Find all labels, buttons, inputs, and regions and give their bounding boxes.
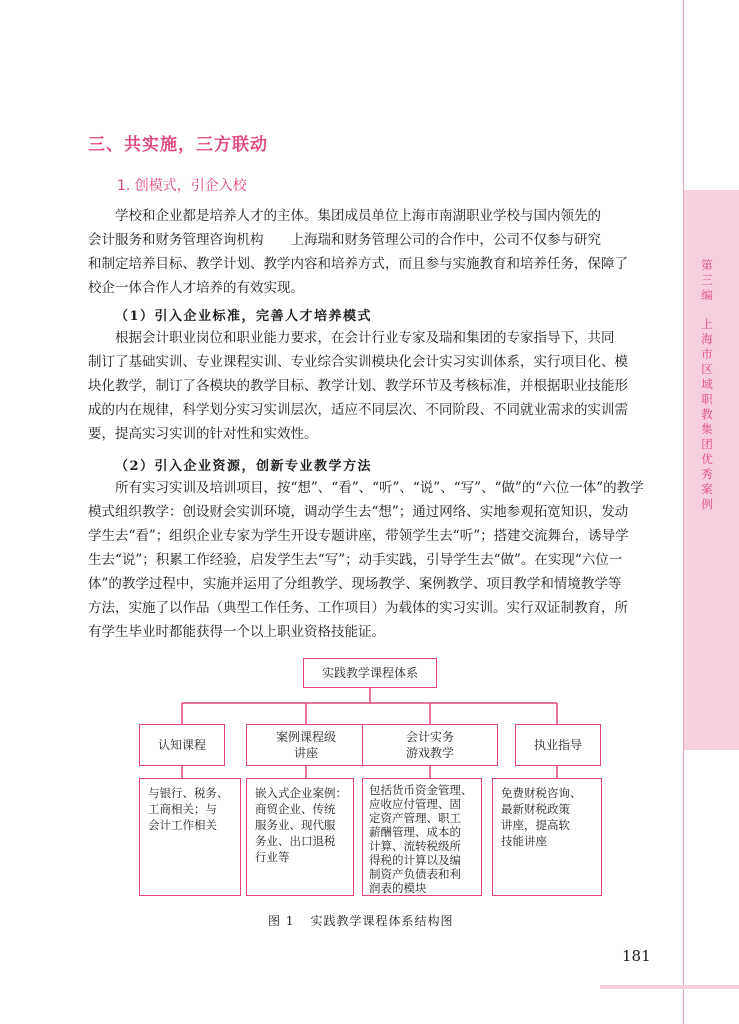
- detail-line: 包括货币资金管理、: [369, 783, 473, 797]
- branch-label: 讲座: [293, 746, 318, 760]
- caption-number: 图 1: [268, 914, 295, 928]
- text-line: 有学生毕业时都能获得一个以上职业资格技能证。: [88, 624, 385, 640]
- diagram-detail-box: [139, 778, 241, 896]
- diagram-branch-box: [362, 724, 498, 766]
- branch-label: 案例课程级: [275, 730, 336, 744]
- detail-line: 技能讲座: [501, 834, 547, 848]
- page-number: 181: [622, 947, 651, 965]
- section-heading: 三、共实施，三方联动: [88, 135, 268, 155]
- detail-line: 务业、出口退税: [255, 834, 336, 848]
- branch-label: 执业指导: [533, 738, 582, 752]
- side-tab-part: 第三编: [701, 258, 713, 302]
- diagram-root-box: [303, 658, 437, 688]
- text-line: 成的内在规律，科学划分实习实训层次，适应不同层次、不同阶段、不同就业需求的实训需: [88, 402, 628, 418]
- detail-line: 制资产负债表和利: [369, 867, 461, 881]
- text-line: 体”的教学过程中，实施并运用了分组教学、现场教学、案例教学、项目教学和情境教学等: [88, 576, 622, 592]
- detail-line: 应收应付管理、固: [369, 797, 461, 811]
- detail-line: 行业等: [255, 850, 290, 864]
- figure-caption: [268, 912, 453, 929]
- heading-enterprise-standard: （1）引入企业标准，完善人才培养模式: [115, 309, 373, 324]
- detail-line: 服务业、现代服: [255, 818, 336, 832]
- diagram-detail-box: [362, 778, 482, 896]
- diagram-branch-box: [246, 724, 366, 766]
- detail-line: 工商相关；与: [148, 802, 217, 816]
- diagram-detail-box: [492, 778, 602, 896]
- detail-line: 与银行、税务、: [148, 786, 229, 800]
- detail-line: 定资产管理、职工: [369, 811, 461, 825]
- diagram-branch-box: [139, 724, 225, 766]
- text-line: 模式组织教学：创设财会实训环境，调动学生去“想”；通过网络、实地参观拓宽知识，发动: [88, 504, 629, 520]
- detail-line: 得税的计算以及编: [369, 853, 461, 867]
- text-line: 制订了基础实训、专业课程实训、专业综合实训模块化会计实习实训体系，实行项目化、模: [88, 354, 628, 370]
- text-line: 学生去“看”；组织企业专家为学生开设专题讲座，带领学生去“听”；搭建交流舞台，诱导学: [88, 528, 629, 544]
- sub-heading: 1. 创模式，引企入校: [117, 178, 247, 194]
- text-line: 方法，实施了以作品（典型工作任务、工作项目）为载体的实习实训。实行双证制教育，所: [88, 600, 628, 616]
- detail-line: 讲座，提高软: [501, 818, 570, 832]
- detail-line: 计算、流转税级所: [369, 839, 461, 853]
- text-line: 要，提高实习实训的针对性和实效性。: [88, 426, 318, 442]
- text-line: 根据会计职业岗位和职业能力要求，在会计行业专家及瑞和集团的专家指导下，共同: [115, 330, 615, 346]
- text-line: 生去“说”；积累工作经验，启发学生去“写”；动手实践，引导学生去“做”。在实现“六位一: [88, 552, 623, 568]
- detail-line: 薪酬管理、成本的: [369, 825, 461, 839]
- text-line: 会计服务和财务管理咨询机构 上海瑞和财务管理公司的合作中，公司不仅参与研究: [88, 232, 601, 248]
- diagram-branch-box: [515, 724, 601, 766]
- caption-text: 实践教学课程体系结构图: [310, 914, 454, 928]
- text-line: 所有实习实训及培训项目，按“想”、“看”、“听”、“说”、“写”、“做”的“六位一体”的教学: [115, 480, 644, 496]
- bottom-decoration: [600, 985, 739, 989]
- detail-line: 商贸企业、传统: [255, 802, 336, 816]
- detail-line: 会计工作相关: [148, 818, 217, 832]
- text-line: 学校和企业都是培养人才的主体。集团成员单位上海市南湖职业学校与国内领先的: [115, 208, 601, 224]
- detail-line: 润表的模块: [369, 881, 427, 895]
- text-line: 校企一体合作人才培养的有效实现。: [88, 280, 304, 296]
- branch-label: 会计实务: [405, 730, 454, 744]
- detail-line: 免费财税咨询、: [501, 786, 582, 800]
- heading-enterprise-resources: （2）引入企业资源，创新专业教学方法: [115, 459, 373, 474]
- branch-label: 游戏教学: [405, 746, 454, 760]
- side-tab-title: 上海市区域职教集团优秀案例: [701, 317, 713, 511]
- text-line: 和制定培养目标、教学计划、教学内容和培养方式，而且参与实施教育和培养任务，保障了: [88, 256, 628, 272]
- diagram-detail-box: [246, 778, 354, 896]
- diagram-root-label: 实践教学课程体系: [321, 666, 418, 680]
- text-line: 块化教学，制订了各模块的教学目标、教学计划、教学环节及考核标准，并根据职业技能形: [88, 378, 628, 394]
- branch-label: 认知课程: [157, 738, 206, 752]
- detail-line: 嵌入式企业案例：: [255, 786, 347, 800]
- detail-line: 最新财税政策: [501, 802, 570, 816]
